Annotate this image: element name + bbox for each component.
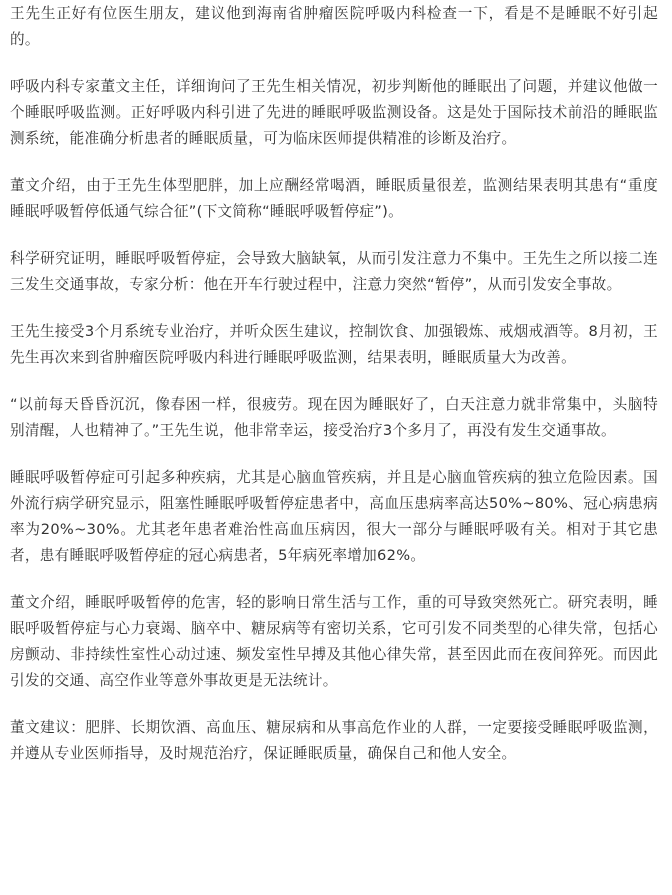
paragraph-doctor-friend-advice: 王先生正好有位医生朋友，建议他到海南省肿瘤医院呼吸内科检查一下，看是不是睡眠不好引起的。 xyxy=(10,5,658,48)
paragraph-sleep-monitoring: 呼吸内科专家董文主任，详细询问了王先生相关情况，初步判断他的睡眠出了问题，并建议他做一个睡眠呼吸监测。正好呼吸内科引进了先进的睡眠呼吸监测设备。这是处于国际技术前沿的睡眠监测系统，能准确分析患者的睡眠质量，可为临床医师提供精准的诊断及治疗。 xyxy=(10,78,658,147)
paragraph-related-diseases: 睡眠呼吸暂停症可引起多种疾病，尤其是心脑血管疾病，并且是心脑血管疾病的独立危险因素。国外流行病学研究显示，阻塞性睡眠呼吸暂停症患者中，高血压患病率高达50%~80%、冠心病患病率为20%~30%。尤其老年患者难治性高血压病因，很大一部分与睡眠呼吸有关。相对于其它患者，患有睡眠呼吸暂停症的冠心病患者，5年病死率增加62%。 xyxy=(10,469,658,564)
paragraph-dangers: 董文介绍，睡眠呼吸暂停的危害，轻的影响日常生活与工作，重的可导致突然死亡。研究表明，睡眠呼吸暂停症与心力衰竭、脑卒中、糖尿病等有密切关系，它可引发不同类型的心律失常，包括心房颤动、非持续性室性心动过速、频发室性早搏及其他心律失常，甚至因此而在夜间猝死。而因此引发的交通、高空作业等意外事故更是无法统计。 xyxy=(10,594,658,689)
paragraph-patient-quote: “以前每天昏昏沉沉，像春困一样，很疲劳。现在因为睡眠好了，白天注意力就非常集中，头脑特别清醒，人也精神了。”王先生说，他非常幸运，接受治疗3个多月了，再没有发生交通事故。 xyxy=(10,396,658,439)
paragraph-diagnosis: 董文介绍，由于王先生体型肥胖，加上应酬经常喝酒，睡眠质量很差，监测结果表明其患有“重度睡眠呼吸暂停低通气综合征”(下文简称“睡眠呼吸暂停症”)。 xyxy=(10,177,658,220)
paragraph-recommendation: 董文建议：肥胖、长期饮酒、高血压、糖尿病和从事高危作业的人群，一定要接受睡眠呼吸监测，并遵从专业医师指导，及时规范治疗，保证睡眠质量，确保自己和他人安全。 xyxy=(10,719,658,762)
paragraph-treatment-result: 王先生接受3个月系统专业治疗，并听众医生建议，控制饮食、加强锻炼、戒烟戒酒等。8月初，王先生再次来到省肿瘤医院呼吸内科进行睡眠呼吸监测，结果表明，睡眠质量大为改善。 xyxy=(10,323,658,366)
paragraph-research-evidence: 科学研究证明，睡眠呼吸暂停症，会导致大脑缺氧，从而引发注意力不集中。王先生之所以接二连三发生交通事故，专家分析：他在开车行驶过程中，注意力突然“暂停”，从而引发安全事故。 xyxy=(10,250,658,293)
